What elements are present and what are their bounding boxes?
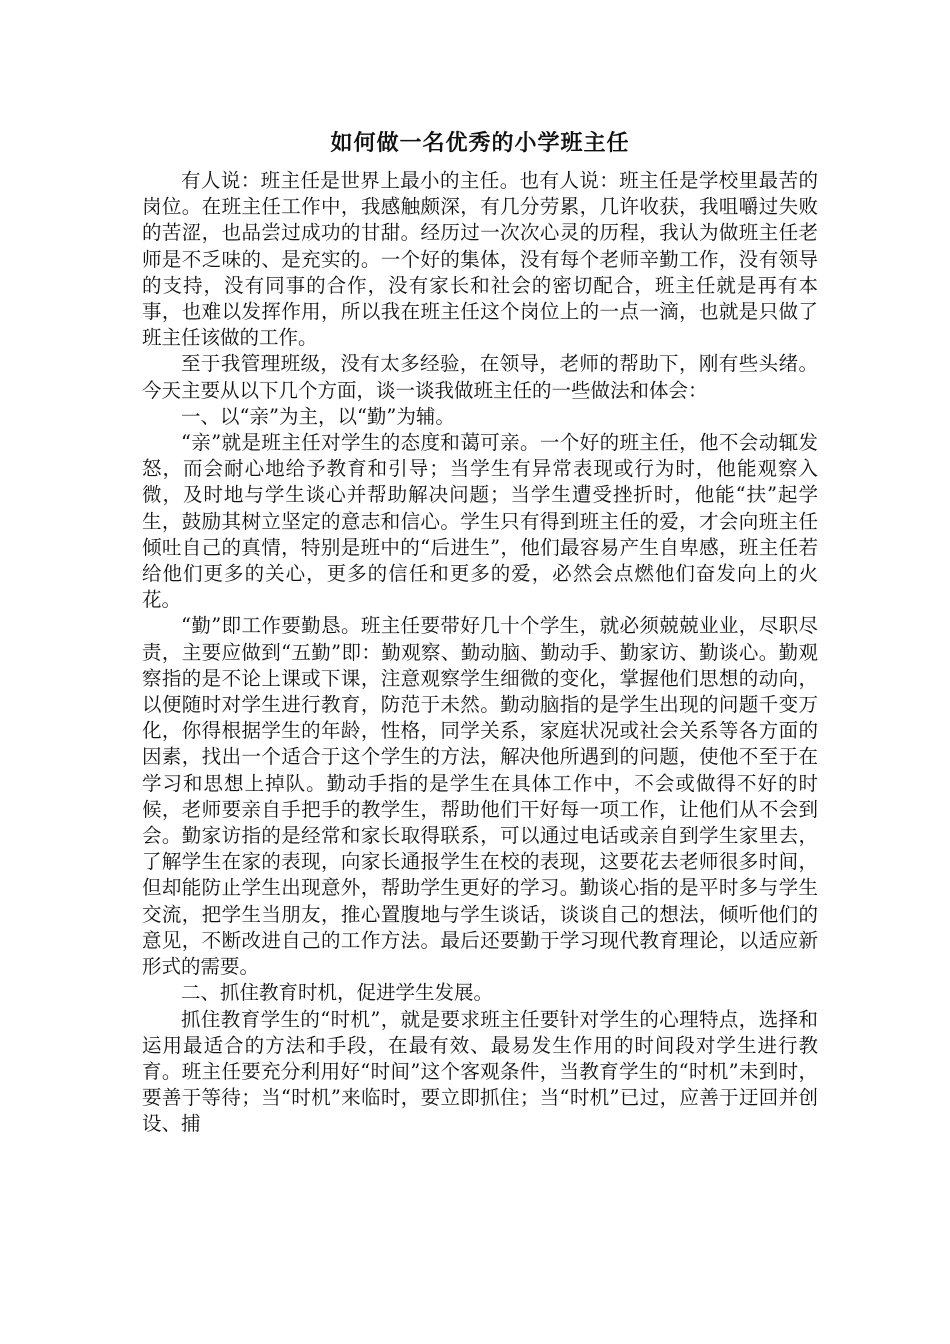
document-page xyxy=(142,128,818,1138)
paragraph-overview: 至于我管理班级，没有太多经验，在领导，老师的帮助下，刚有些头绪。今天主要从以下几个方面，谈一谈我做班主任的一些做法和体会： xyxy=(142,352,818,402)
paragraph-qin: “亲”就是班主任对学生的态度和蔼可亲。一个好的班主任，他不会动辄发怒，而会耐心地给予教育和引导；当学生有异常表现或行为时，他能观察入微，及时地与学生谈心并帮助解决问题；当学生遭受挫折时，他能“扶”起学生，鼓励其树立坚定的意志和信心。学生只有得到班主任的爱，才会向班主任倾吐自己的真情，特别是班中的“后进生”，他们最容易产生自卑感，班主任若给他们更多的关心，更多的信任和更多的爱，必然会点燃他们奋发向上的火花。 xyxy=(142,431,818,612)
section-heading-2: 二、抓住教育时机，促进学生发展。 xyxy=(181,981,494,1005)
paragraph-diligence: “勤”即工作要勤恳。班主任要带好几十个学生，就必须兢兢业业，尽职尽责，主要应做到“五勤”即：勤观察、勤动脑、勤动手、勤家访、勤谈心。勤观察指的是不论上课或下课，注意观察学生细微的变化，掌握他们思想的动向，以便随时对学生进行教育，防范于未然。勤动脑指的是学生出现的问题千变万化，你得根据学生的年龄，性格，同学关系，家庭状况或社会关系等各方面的因素，找出一个适合于这个学生的方法，解决他所遇到的问题，使他不至于在学习和思想上掉队。勤动手指的是学生在具体工作中，不会或做得不好的时候，老师要亲自手把手的教学生，帮助他们干好每一项工作，让他们从不会到会。勤家访指的是经常和家长取得联系，可以通过电话或亲自到学生家里去，了解学生在家的表现，向家长通报学生在校的表现，这要花去老师很多时间，但却能防止学生出现意外，帮助学生更好的学习。勤谈心指的是平时多与学生交流，把学生当朋友，推心置腹地与学生谈话，谈谈自己的想法，倾听他们的意见，不断改进自己的工作方法。最后还要勤于学习现代教育理论，以适应新形式的需要。 xyxy=(142,614,818,979)
document-title: 如何做一名优秀的小学班主任 xyxy=(330,130,630,156)
paragraph-timing: 抓住教育学生的“时机”，就是要求班主任要针对学生的心理特点，选择和运用最适合的方法和手段，在最有效、最易发生作用的时间段对学生进行教育。班主任要充分利用好“时间”这个客观条件，当教育学生的“时机”未到时，要善于等待；当“时机”来临时，要立即抓住；当“时机”已过，应善于迂回并创设、捕 xyxy=(142,1007,818,1136)
section-heading-1: 一、以“亲”为主，以“勤”为辅。 xyxy=(181,404,455,428)
paragraph-intro: 有人说：班主任是世界上最小的主任。也有人说：班主任是学校里最苦的岗位。在班主任工作中，我感触颇深，有几分劳累，几许收获，我咀嚼过失败的苦涩，也品尝过成功的甘甜。经历过一次次心灵的历程，我认为做班主任老师是不乏味的、是充实的。一个好的集体，没有每个老师辛勤工作，没有领导的支持，没有同事的合作，没有家长和社会的密切配合，班主任就是再有本事，也难以发挥作用，所以我在班主任这个岗位上的一点一滴，也就是只做了班主任该做的工作。 xyxy=(142,169,818,350)
